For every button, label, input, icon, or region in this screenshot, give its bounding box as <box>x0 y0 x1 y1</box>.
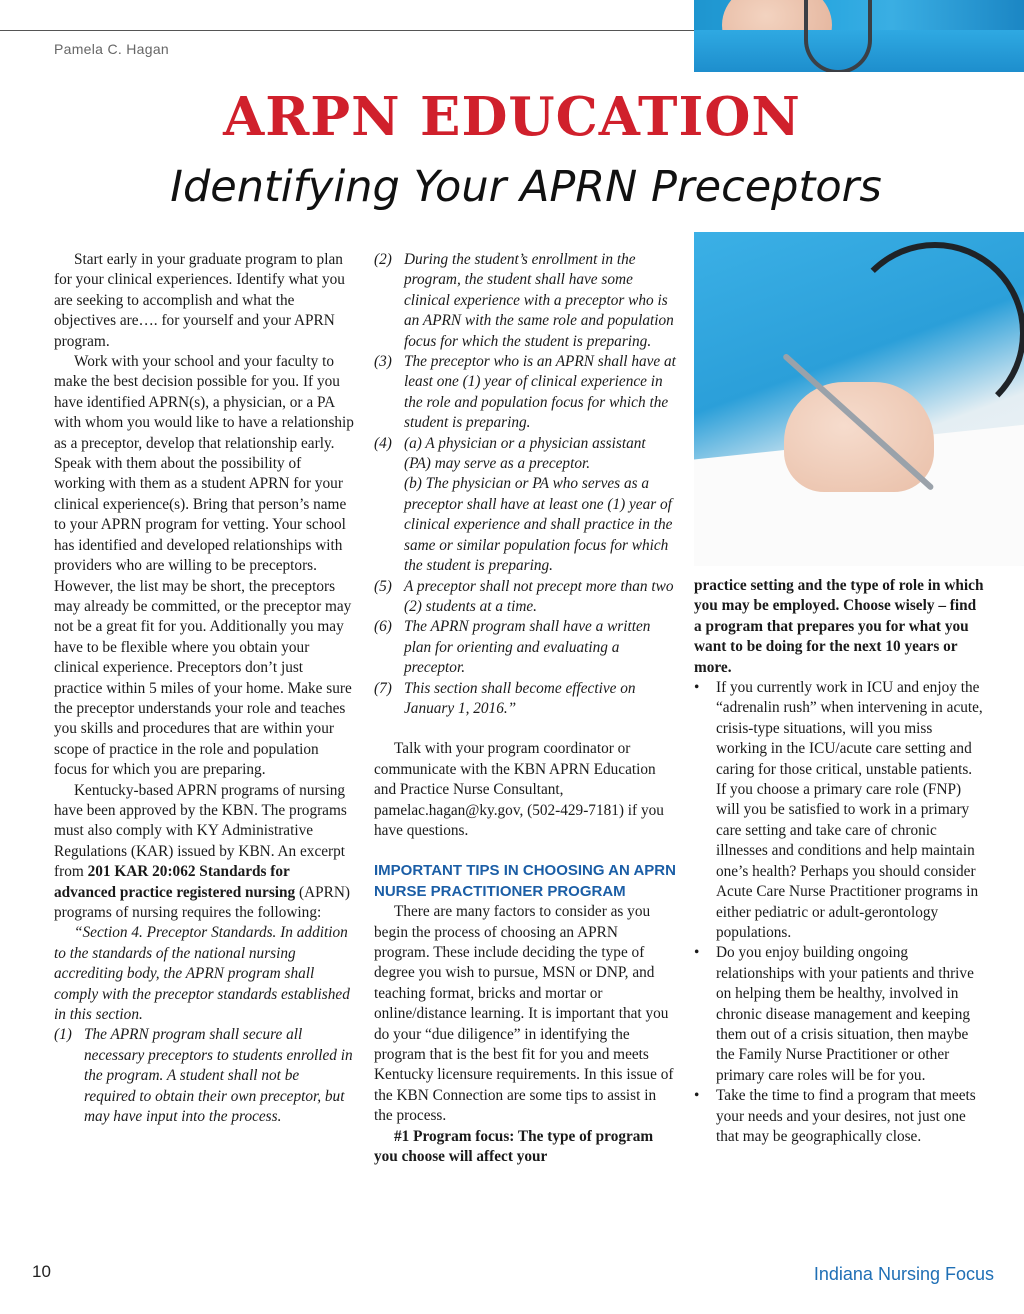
tips-list <box>694 678 986 1147</box>
writing-hand-photo <box>694 232 1024 566</box>
page-subtitle: Identifying Your APRN Preceptors <box>170 162 882 212</box>
standard-item-4: (4) (a) A physician or a physician assistant (PA) may serve as a preceptor. <box>374 434 646 473</box>
regulation-citation: 201 KAR 20:062 Standards for advanced practice registered nursing <box>54 863 296 901</box>
section-heading-tips: IMPORTANT TIPS IN CHOOSING AN APRN NURSE PRACTITIONER PROGRAM <box>374 862 676 900</box>
list-item: • Take the time to find a program that meets your needs and your desires, not just one that may be geographically close. <box>694 1086 986 1147</box>
page-title: ARPN EDUCATION <box>223 86 801 148</box>
standard-item-4b: (b) The physician or PA who serves as a preceptor shall have at least one (1) year of clinical experience and shall practice in the same or similar population focus for which the student is preparing. <box>404 475 673 575</box>
column-2 <box>374 250 676 1167</box>
stethoscope-graphic <box>804 0 872 72</box>
bullet-icon: • <box>694 1087 700 1105</box>
quote-section-4: “Section 4. Preceptor Standards. In addition to the standards of the national nursing accrediting body, the APRN program shall comply with the preceptor standards established in this section. <box>54 924 350 1024</box>
program-focus-lead: #1 Program focus: The type of program you choose will affect your <box>374 1127 654 1166</box>
standard-item-3: (3) The preceptor who is an APRN shall have at least one (1) year of clinical experience in the role and population focus for which the student is preparing. <box>374 353 676 432</box>
standard-item-5: (5) A preceptor shall not precept more than two (2) students at a time. <box>374 577 674 615</box>
page-number: 10 <box>32 1262 51 1281</box>
standard-item-7: (7) This section shall become effective on January 1, 2016.” <box>374 679 636 717</box>
paragraph-contact: Talk with your program coordinator or communicate with the KBN APRN Education and Practice Nurse Consultant, pamelac.hagan@ky.gov, (502-429-7181) if you have questions. <box>374 740 664 839</box>
paragraph-work-with-school: Work with your school and your faculty to make the best decision possible for you. If you have identified APRN(s), a physician, or a PA with whom you would like to have a relationship as a preceptor, develop that relationship early. Speak with them about the possibility of working with them as a student APRN for your clinical experience(s). Bring that person’s name to your APRN program for vetting. Your school has identified and developed relationships with providers who are willing to be preceptors. However, the list may be short, the preceptors may already be committed, or the preceptor may not be a great fit for you. Additionally you may have to be flexible where you obtain your clinical experience. Preceptors don’t just practice within 5 miles of your home. Make sure the preceptor understands your role and teaches you skills and procedures that are within your scope of practice in the role and population focus for which you are preparing. <box>54 353 354 779</box>
column-3 <box>694 576 986 1147</box>
list-item: • Do you enjoy building ongoing relationships with your patients and thrive on helping them be healthy, involved in chronic disease management and keeping them out of a crisis situation, then maybe the Family Nurse Practitioner or other primary care roles will be for you. <box>694 943 986 1086</box>
standard-item-1: (1) The APRN program shall secure all necessary preceptors to students enrolled in the program. A student shall not be required to obtain their own preceptor, but may have input into the process. <box>54 1026 353 1126</box>
program-focus-continued: practice setting and the type of role in which you may be employed. Choose wisely – find a program that prepares you for what you want to be doing for the next 10 years or more. <box>694 577 984 676</box>
paragraph-factors: There are many factors to consider as you begin the process of choosing an APRN program. These include deciding the type of degree you wish to pursue, MSN or DNP, and teaching format, bricks and mortar or online/distance learning. It is important that you do your “due diligence” in identifying the program that is the best fit for you and meets Kentucky licensure requirements. In this issue of the KBN Connection are some tips to assist in the process. <box>374 903 674 1125</box>
paragraph-start-early: Start early in your graduate program to plan for your clinical experiences. Identify what you are seeking to accomplish and what the objectives are…. for yourself and your APRN program. <box>54 251 345 350</box>
standard-item-4a: (a) A physician or a physician assistant (PA) may serve as a preceptor. <box>404 434 646 473</box>
publication-name: Indiana Nursing Focus <box>813 1264 994 1284</box>
bullet-icon: • <box>694 944 700 962</box>
standard-item-6: (6) The APRN program shall have a written plan for orienting and evaluating a preceptor. <box>374 618 651 677</box>
author-name: Pamela C. Hagan <box>54 41 170 57</box>
nurse-photo-top <box>694 0 1024 72</box>
list-item: • If you currently work in ICU and enjoy the “adrenalin rush” when intervening in acute, crisis-type situations, will you miss working in the ICU/acute care setting and caring for those critical, unstable patients. If you choose a primary care role (FNP) will you be satisfied to work in a primary care setting and take care of chronic illnesses and conditions and help maintain one’s health? Perhaps you should consider Acute Care Nurse Practitioner programs in either pediatric or adult-gerontology populations. <box>694 678 986 943</box>
standard-item-2: (2) During the student’s enrollment in the program, the student shall have some clinical experience with a preceptor who is an APRN with the same role and population focus for which the student is preparing. <box>374 251 674 350</box>
paragraph-kentucky-programs: Kentucky-based APRN programs of nursing have been approved by the KBN. The programs must also comply with KY Administrative Regulations (KAR) issued by KBN. An excerpt from 201 KAR 20:062 Standards for advanced practice registered nursing (APRN) programs of nursing requires the following: <box>54 781 351 921</box>
column-1 <box>54 250 354 1127</box>
bullet-icon: • <box>694 679 700 697</box>
top-rule <box>0 30 694 31</box>
